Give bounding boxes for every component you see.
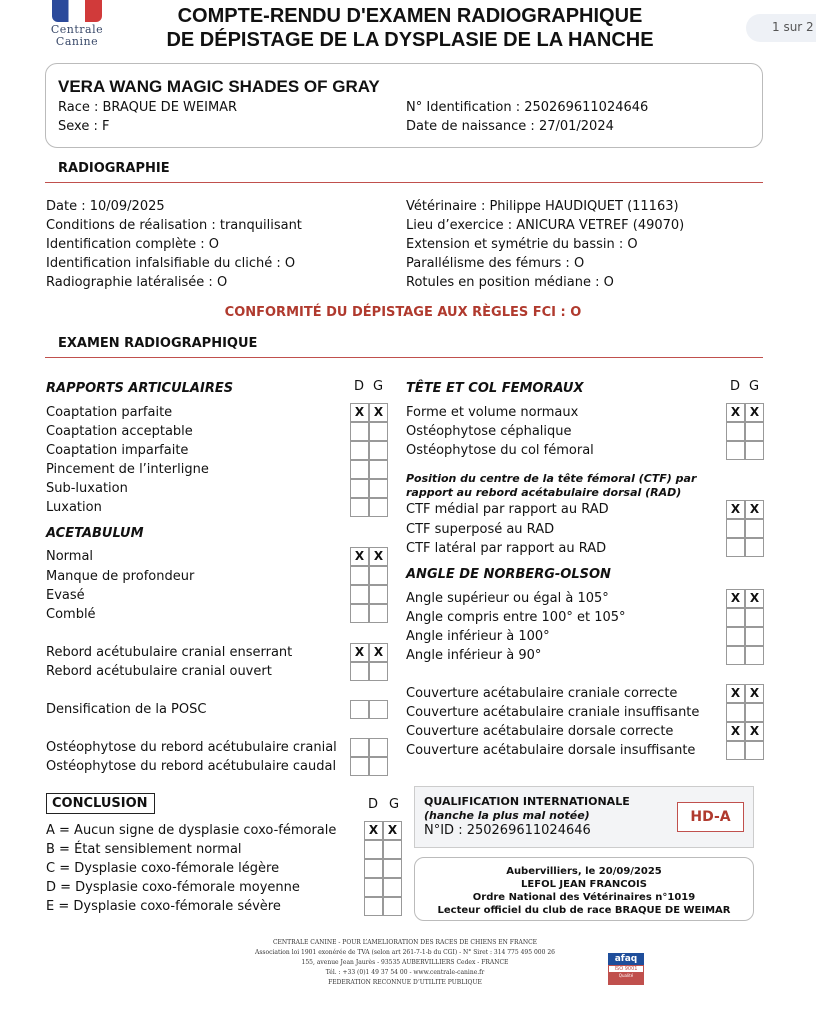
check-cell-d: [350, 757, 369, 776]
densification-item: Densification de la POSC: [46, 702, 207, 717]
check-cell-g: [369, 700, 388, 719]
check-cell-g: [383, 859, 402, 878]
afaq-logo-top: afaq: [608, 953, 644, 965]
footer-line: Association loi 1901 exonérée de TVA (selon art 261-7-1-b du CGI) - N° Siret : 314 775 495 000 26: [255, 949, 555, 956]
osteophytose-item: Ostéophytose du rebord acétubulaire cranial: [46, 740, 337, 755]
dog-race: Race : BRAQUE DE WEIMAR: [58, 100, 238, 115]
check-cell-d: [726, 441, 745, 460]
conclusion-item: E = Dysplasie coxo-fémorale sévère: [46, 899, 281, 914]
check-cell-g: [745, 741, 764, 760]
check-cell-d: [726, 741, 745, 760]
radio-infalsifiable: Identification infalsifiable du cliché : O: [46, 256, 296, 271]
dg-header-g: G: [749, 379, 760, 394]
check-cell-d: [350, 566, 369, 585]
couverture-item: Couverture acétabulaire dorsale correcte: [406, 724, 674, 739]
logo-text: [48, 24, 106, 48]
check-cell-g: [745, 646, 764, 665]
check-cell-d: X: [350, 643, 369, 662]
rapports-item: Coaptation acceptable: [46, 424, 193, 439]
check-cell-g: [383, 897, 402, 916]
hd-grade: HD-A: [690, 809, 731, 825]
dog-dob: Date de naissance : 27/01/2024: [406, 119, 614, 134]
rebord-item: Rebord acétubulaire cranial enserrant: [46, 645, 293, 660]
check-cell-d: [350, 498, 369, 517]
check-cell-d: X: [350, 403, 369, 422]
conclusion-item: D = Dysplasie coxo-fémorale moyenne: [46, 880, 300, 895]
logo-line1: Centrale: [50, 23, 104, 36]
check-cell-d: [350, 604, 369, 623]
tete-item: Ostéophytose céphalique: [406, 424, 572, 439]
acetabulum-title: ACETABULUM: [46, 526, 144, 541]
check-cell-d: [350, 441, 369, 460]
check-cell-g: [369, 422, 388, 441]
check-cell-g: X: [369, 403, 388, 422]
section-divider: [45, 182, 763, 183]
couverture-item: Couverture acétabulaire dorsale insuffisante: [406, 743, 696, 758]
check-cell-d: [364, 840, 383, 859]
check-cell-d: [364, 859, 383, 878]
conclusion-title: CONCLUSION: [52, 796, 148, 811]
check-cell-d: [350, 479, 369, 498]
check-cell-d: [726, 703, 745, 722]
check-cell-g: X: [369, 643, 388, 662]
check-cell-g: [369, 757, 388, 776]
radio-rotules: Rotules en position médiane : O: [406, 275, 614, 290]
fci-conformity: CONFORMITÉ DU DÉPISTAGE AUX RÈGLES FCI : O: [224, 305, 582, 320]
ctf-item: CTF superposé au RAD: [406, 522, 555, 537]
check-cell-d: [350, 460, 369, 479]
examen-title: EXAMEN RADIOGRAPHIQUE: [58, 336, 258, 351]
afaq-logo-bot: Qualité: [608, 973, 644, 985]
title-line1: COMPTE-RENDU D'EXAMEN RADIOGRAPHIQUE: [177, 5, 643, 27]
page-indicator: 1 sur 2: [746, 14, 816, 42]
acetabulum-item: Normal: [46, 549, 94, 564]
norberg-title: ANGLE DE NORBERG-OLSON: [406, 567, 611, 582]
tete-item: Forme et volume normaux: [406, 405, 579, 420]
check-cell-d: [364, 897, 383, 916]
couverture-item: Couverture acétabulaire craniale insuffisante: [406, 705, 700, 720]
radio-lateralisee: Radiographie latéralisée : O: [46, 275, 228, 290]
tete-title: TÊTE ET COL FEMORAUX: [406, 381, 584, 396]
check-cell-g: X: [745, 500, 764, 519]
check-cell-d: X: [726, 589, 745, 608]
ctf-item: CTF médial par rapport au RAD: [406, 502, 609, 517]
check-cell-d: [726, 519, 745, 538]
check-cell-g: [369, 585, 388, 604]
check-cell-g: [369, 441, 388, 460]
title-line2: DE DÉPISTAGE DE LA DYSPLASIE DE LA HANCHE: [166, 29, 654, 51]
rapports-item: Coaptation parfaite: [46, 405, 173, 420]
check-cell-d: [350, 738, 369, 757]
conclusion-item: C = Dysplasie coxo-fémorale légère: [46, 861, 280, 876]
rapports-item: Coaptation imparfaite: [46, 443, 189, 458]
norberg-item: Angle inférieur à 90°: [406, 648, 542, 663]
check-cell-d: [350, 422, 369, 441]
check-cell-g: X: [383, 821, 402, 840]
radio-parallelisme: Parallélisme des fémurs : O: [406, 256, 585, 271]
footer-line: FEDERATION RECONNUE D’UTILITE PUBLIQUE: [328, 979, 482, 986]
radio-extension: Extension et symétrie du bassin : O: [406, 237, 638, 252]
check-cell-g: [369, 498, 388, 517]
check-cell-d: [364, 878, 383, 897]
rapports-item: Pincement de l’interligne: [46, 462, 209, 477]
check-cell-d: [350, 700, 369, 719]
qualification-subtitle: (hanche la plus mal notée): [424, 809, 590, 822]
rapports-item: Luxation: [46, 500, 102, 515]
footer-line: 155, avenue Jean Jaurès - 93535 AUBERVILLIERS Cedex - FRANCE: [301, 959, 509, 966]
ctf-title: Position du centre de la tête fémoral (CTF) par rapport au rebord acétabulaire dorsal (RAD): [406, 472, 697, 499]
check-cell-d: [350, 662, 369, 681]
radio-date: Date : 10/09/2025: [46, 199, 165, 214]
rapports-item: Sub-luxation: [46, 481, 128, 496]
logo-line2: Canine: [55, 35, 99, 48]
afaq-logo: [608, 953, 644, 985]
norberg-item: Angle inférieur à 100°: [406, 629, 550, 644]
check-cell-g: [383, 878, 402, 897]
acetabulum-item: Evasé: [46, 588, 85, 603]
check-cell-d: [726, 627, 745, 646]
dog-sexe: Sexe : F: [58, 119, 110, 134]
footer: [200, 938, 610, 988]
osteophytose-item: Ostéophytose du rebord acétubulaire caudal: [46, 759, 337, 774]
tete-item: Ostéophytose du col fémoral: [406, 443, 594, 458]
check-cell-g: [383, 840, 402, 859]
radio-lieu: Lieu d’exercice : ANICURA VETREF (49070): [406, 218, 685, 233]
check-cell-g: [745, 608, 764, 627]
footer-line: Tél. : +33 (0)1 49 37 54 00 - www.centrale-canine.fr: [325, 969, 485, 976]
check-cell-d: X: [350, 547, 369, 566]
logo-flag-icon: [52, 0, 102, 22]
centrale-canine-logo: [46, 0, 108, 50]
check-cell-g: [369, 662, 388, 681]
check-cell-g: X: [745, 722, 764, 741]
afaq-logo-mid: ISO 9001: [608, 965, 644, 973]
dg-header-g: G: [389, 797, 400, 812]
check-cell-g: [745, 519, 764, 538]
conclusion-item: B = État sensiblement normal: [46, 842, 242, 857]
footer-line: CENTRALE CANINE - POUR L’AMELIORATION DES RACES DE CHIENS EN FRANCE: [272, 939, 538, 946]
check-cell-g: [369, 604, 388, 623]
norberg-item: Angle supérieur ou égal à 105°: [406, 591, 609, 606]
signature-ordre: Ordre National des Vétérinaires n°1019: [472, 892, 696, 903]
dog-id: N° Identification : 250269611024646: [406, 100, 649, 115]
qualification-id: N°ID : 250269611024646: [424, 823, 591, 838]
radio-identification: Identification complète : O: [46, 237, 219, 252]
signature-lecteur: Lecteur officiel du club de race BRAQUE DE WEIMAR: [437, 905, 731, 916]
check-cell-g: [745, 422, 764, 441]
check-cell-g: [745, 538, 764, 557]
dg-header-g: G: [373, 379, 384, 394]
check-cell-d: X: [726, 403, 745, 422]
dg-header-d: D: [730, 379, 741, 394]
check-cell-d: X: [726, 684, 745, 703]
check-cell-d: [726, 608, 745, 627]
signature-place-date: Aubervilliers, le 20/09/2025: [506, 866, 662, 877]
acetabulum-item: Manque de profondeur: [46, 569, 195, 584]
check-cell-g: X: [369, 547, 388, 566]
couverture-item: Couverture acétabulaire craniale correcte: [406, 686, 678, 701]
radiographie-title: RADIOGRAPHIE: [58, 161, 170, 176]
rapports-title: RAPPORTS ARTICULAIRES: [46, 381, 234, 396]
check-cell-g: X: [745, 684, 764, 703]
check-cell-g: [745, 703, 764, 722]
check-cell-d: [726, 646, 745, 665]
check-cell-d: [350, 585, 369, 604]
acetabulum-item: Comblé: [46, 607, 96, 622]
check-cell-d: X: [364, 821, 383, 840]
radio-veterinaire: Vétérinaire : Philippe HAUDIQUET (11163): [406, 199, 679, 214]
qualification-title: QUALIFICATION INTERNATIONALE: [424, 795, 630, 808]
dog-name: VERA WANG MAGIC SHADES OF GRAY: [58, 77, 380, 96]
section-divider: [45, 357, 763, 358]
rebord-item: Rebord acétubulaire cranial ouvert: [46, 664, 272, 679]
radio-conditions: Conditions de réalisation : tranquilisant: [46, 218, 302, 233]
norberg-item: Angle compris entre 100° et 105°: [406, 610, 626, 625]
check-cell-g: X: [745, 403, 764, 422]
dg-header-d: D: [354, 379, 365, 394]
check-cell-d: [726, 538, 745, 557]
check-cell-g: X: [745, 589, 764, 608]
check-cell-g: [369, 566, 388, 585]
signature-name: LEFOL JEAN FRANCOIS: [521, 879, 647, 890]
check-cell-g: [369, 479, 388, 498]
check-cell-g: [369, 738, 388, 757]
check-cell-g: [745, 441, 764, 460]
check-cell-d: X: [726, 500, 745, 519]
check-cell-d: [726, 422, 745, 441]
conclusion-item: A = Aucun signe de dysplasie coxo-fémorale: [46, 823, 337, 838]
check-cell-g: [369, 460, 388, 479]
ctf-item: CTF latéral par rapport au RAD: [406, 541, 607, 556]
page-title: [120, 4, 700, 52]
dg-header-d: D: [368, 797, 379, 812]
check-cell-g: [745, 627, 764, 646]
check-cell-d: X: [726, 722, 745, 741]
